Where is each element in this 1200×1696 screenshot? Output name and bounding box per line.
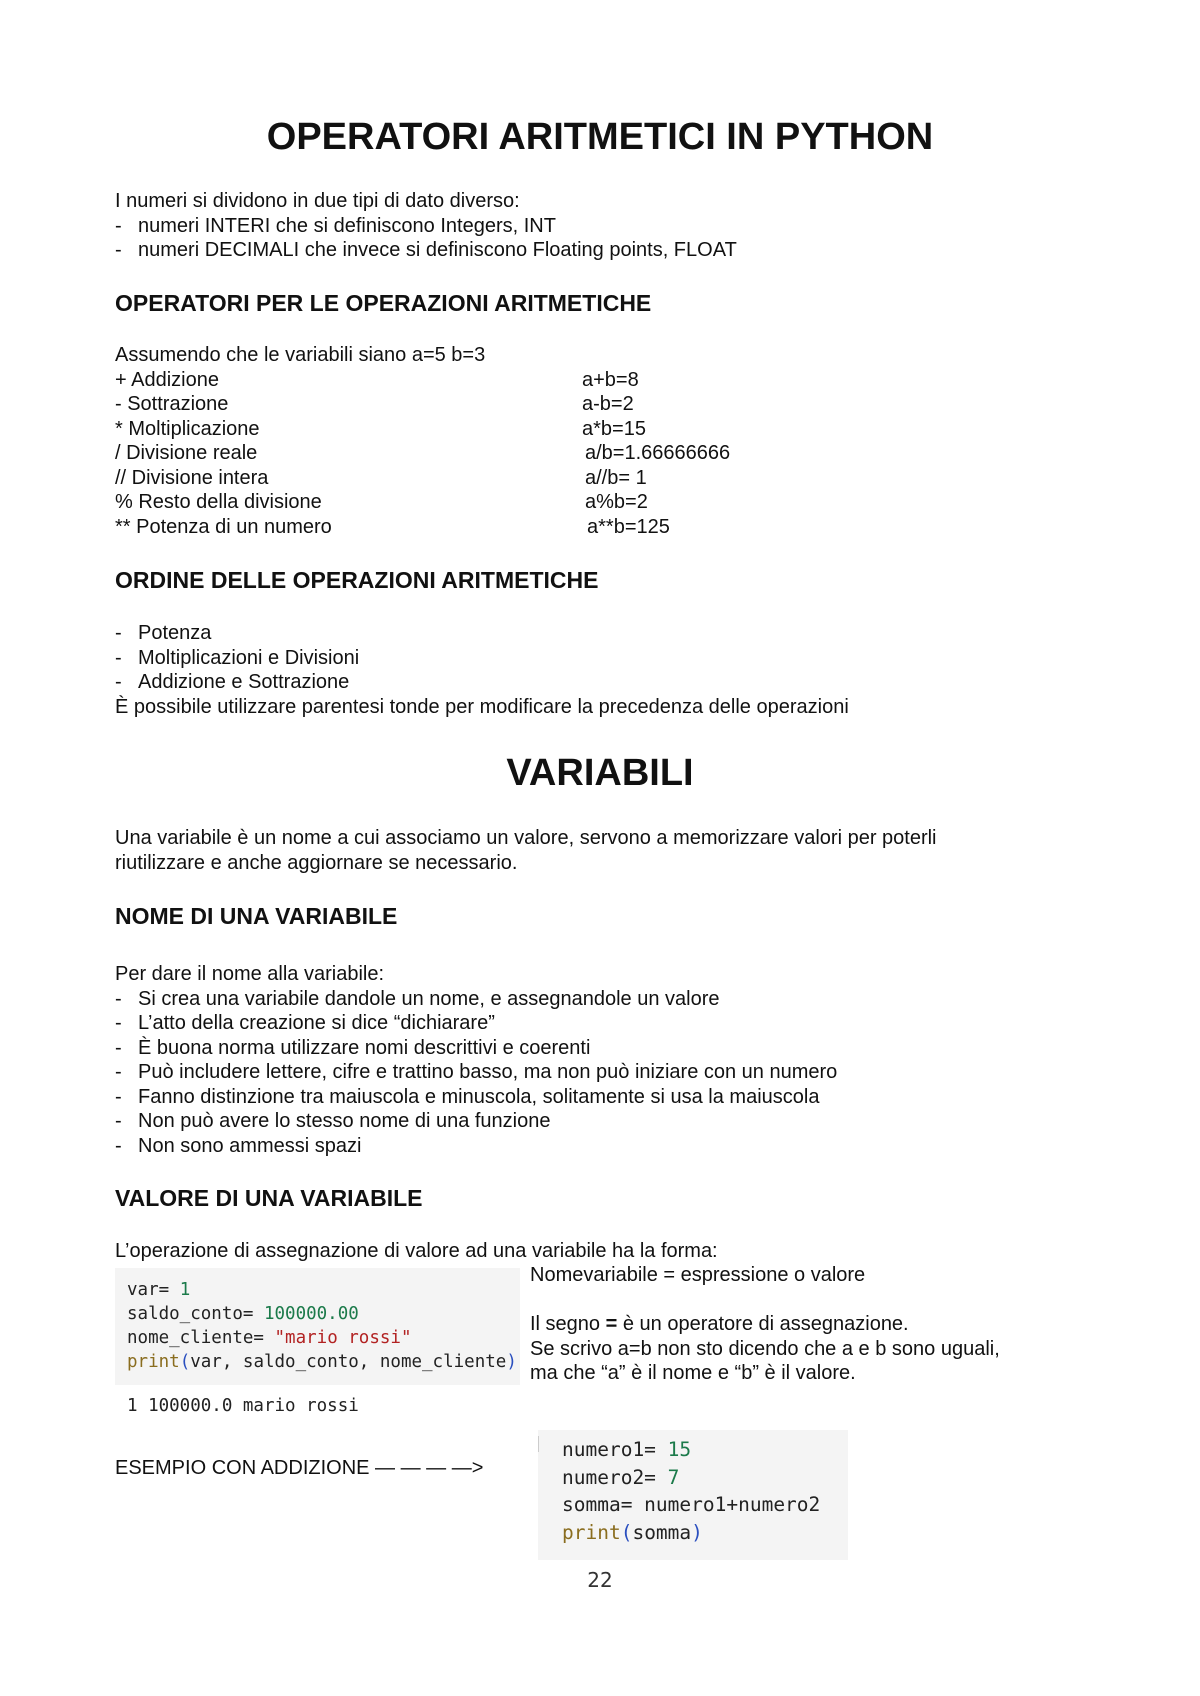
variables-intro	[115, 826, 937, 875]
name-rules-list	[115, 987, 837, 1159]
assumption-line: Assumendo che le variabili siano a=5 b=3	[115, 344, 486, 366]
operators-table	[115, 343, 815, 539]
value-explanation	[530, 1263, 1000, 1386]
variables-title: VARIABILI	[506, 752, 694, 794]
code-line: print(var, saldo_conto, nome_cliente)	[127, 1352, 517, 1372]
intro-block	[115, 189, 737, 263]
assignment-form: Nomevariabile = espressione o valore	[530, 1264, 866, 1286]
operator-row: * Moltiplicazione a*b=15	[115, 417, 646, 440]
list-item: - Potenza	[115, 622, 212, 644]
code-block-example1	[115, 1268, 520, 1385]
code-line: numero2= 7	[562, 1465, 680, 1489]
name-block	[115, 962, 837, 1158]
value-intro: L’operazione di assegnazione di valore ad una variabile ha la forma:	[115, 1240, 718, 1262]
section-heading-order: ORDINE DELLE OPERAZIONI ARITMETICHE	[115, 567, 599, 593]
variables-intro-line: riutilizzare e anche aggiornare se necessario.	[115, 851, 518, 874]
code-line: numero1= 15	[562, 1438, 692, 1461]
page-number: 22	[587, 1568, 613, 1592]
list-item: - Non può avere lo stesso nome di una funzione	[115, 1110, 551, 1132]
operator-row: - Sottrazione a-b=2	[115, 393, 634, 415]
page-title: OPERATORI ARITMETICI IN PYTHON	[266, 116, 934, 158]
list-item: - Si crea una variabile dandole un nome, e assegnandole un valore	[115, 987, 720, 1010]
cell-edge-marker	[538, 1436, 539, 1452]
list-item: - numeri DECIMALI che invece si definiscono Floating points, FLOAT	[115, 239, 737, 261]
assignment-explain-line: ma che “a” è il nome e “b” è il valore.	[530, 1362, 856, 1384]
list-item: - numeri INTERI che si definiscono Integers, INT	[115, 214, 556, 237]
code-block-example2	[538, 1430, 848, 1560]
section-heading-value: VALORE DI UNA VARIABILE	[115, 1185, 423, 1211]
assignment-sign-line: Il segno = è un operatore di assegnazione.	[530, 1313, 909, 1335]
intro-line: I numeri si dividono in due tipi di dato diverso:	[115, 190, 520, 212]
order-note: È possibile utilizzare parentesi tonde per modificare la precedenza delle operazioni	[115, 695, 849, 718]
operator-row: ** Potenza di un numero a**b=125	[115, 515, 670, 538]
section-heading-operations: OPERATORI PER LE OPERAZIONI ARITMETICHE	[115, 290, 652, 316]
code-line: nome_cliente= "mario rossi"	[127, 1328, 412, 1348]
operator-row: / Divisione reale a/b=1.66666666	[115, 442, 731, 464]
code-line: somma= numero1+numero2	[562, 1493, 821, 1516]
list-item: - Non sono ammessi spazi	[115, 1134, 362, 1157]
list-item: - È buona norma utilizzare nomi descrittivi e coerenti	[115, 1036, 591, 1059]
code-line: saldo_conto= 100000.00	[127, 1304, 359, 1324]
order-block	[115, 621, 849, 719]
list-item: - Addizione e Sottrazione	[115, 671, 350, 693]
operator-row: % Resto della divisione a%b=2	[115, 491, 648, 513]
order-list	[115, 621, 849, 695]
variables-intro-line: Una variabile è un nome a cui associamo un valore, servono a memorizzare valori per poterli	[115, 827, 937, 849]
code-line: print(somma)	[562, 1520, 703, 1544]
list-item: - Può includere lettere, cifre e trattino basso, ma non può iniziare con un numero	[115, 1061, 838, 1083]
list-item: - L’atto della creazione si dice “dichiarare”	[115, 1012, 495, 1034]
operator-row: + Addizione a+b=8	[115, 368, 639, 391]
operator-row: // Divisione intera a//b= 1	[115, 466, 647, 489]
example-label: ESEMPIO CON ADDIZIONE — — — —>	[115, 1457, 484, 1479]
list-item: - Fanno distinzione tra maiuscola e minuscola, solitamente si usa la maiuscola	[115, 1085, 820, 1108]
code-output: 1 100000.0 mario rossi	[127, 1396, 359, 1416]
section-heading-name: NOME DI UNA VARIABILE	[115, 903, 398, 929]
code-line: var= 1	[127, 1280, 191, 1300]
name-intro: Per dare il nome alla variabile:	[115, 963, 385, 985]
assignment-explain-line: Se scrivo a=b non sto dicendo che a e b sono uguali,	[530, 1337, 1000, 1360]
number-types-list	[115, 214, 737, 263]
list-item: - Moltiplicazioni e Divisioni	[115, 646, 360, 669]
